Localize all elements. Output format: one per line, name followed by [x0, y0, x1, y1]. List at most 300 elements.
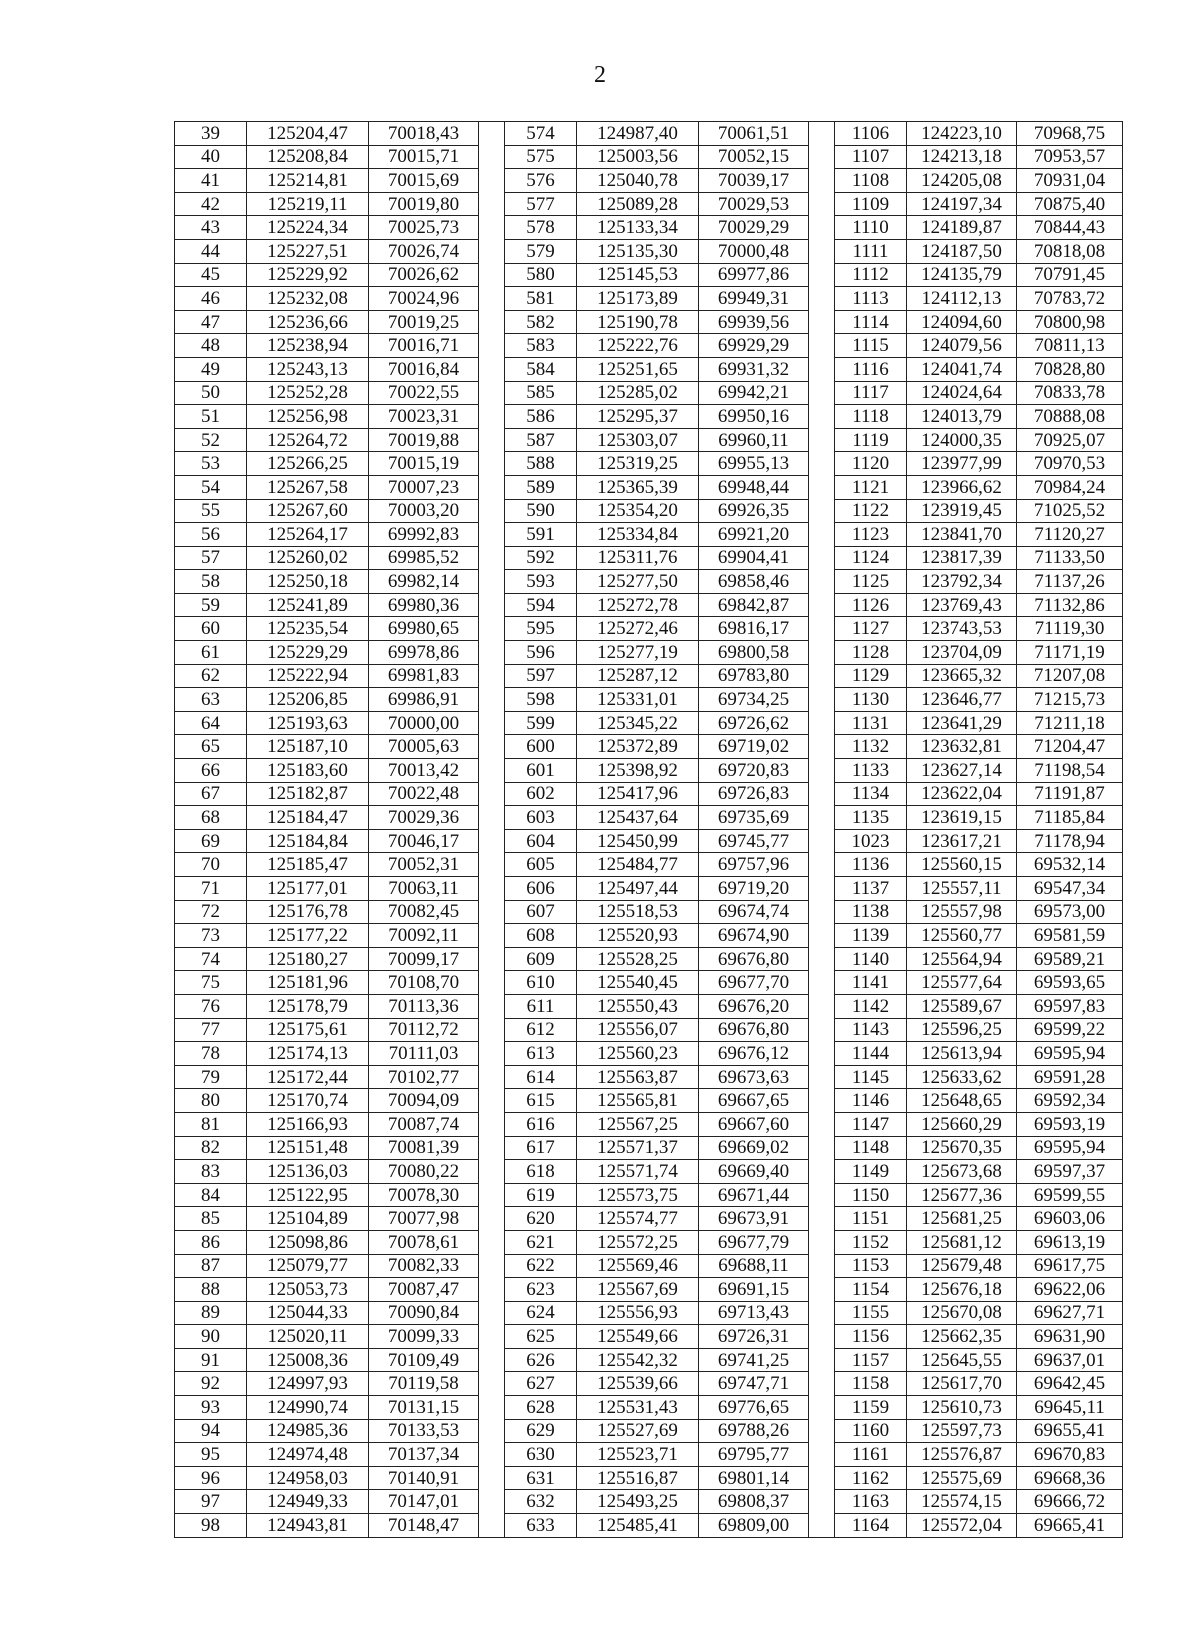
table-row: [175, 1466, 1123, 1490]
column-separator: [809, 688, 835, 712]
y-coordinate-cell: 69691,15: [699, 1278, 809, 1302]
column-separator: [809, 1254, 835, 1278]
y-coordinate-cell: 70052,31: [369, 853, 479, 877]
column-separator: [479, 617, 505, 641]
column-separator: [479, 357, 505, 381]
x-coordinate-cell: 125184,47: [247, 806, 369, 830]
point-number-cell: 57: [175, 546, 247, 570]
y-coordinate-cell: 70875,40: [1017, 192, 1123, 216]
x-coordinate-cell: 125260,02: [247, 546, 369, 570]
column-separator: [479, 239, 505, 263]
x-coordinate-cell: 125633,62: [907, 1065, 1017, 1089]
column-separator: [809, 735, 835, 759]
y-coordinate-cell: 69597,37: [1017, 1160, 1123, 1184]
point-number-cell: 65: [175, 735, 247, 759]
x-coordinate-cell: 125520,93: [577, 924, 699, 948]
column-separator: [479, 641, 505, 665]
point-number-cell: 583: [505, 334, 577, 358]
y-coordinate-cell: 70082,33: [369, 1254, 479, 1278]
point-number-cell: 578: [505, 216, 577, 240]
y-coordinate-cell: 71191,87: [1017, 782, 1123, 806]
point-number-cell: 590: [505, 499, 577, 523]
point-number-cell: 1115: [835, 334, 907, 358]
y-coordinate-cell: 71215,73: [1017, 688, 1123, 712]
point-number-cell: 51: [175, 405, 247, 429]
y-coordinate-cell: 69776,65: [699, 1396, 809, 1420]
x-coordinate-cell: 125560,23: [577, 1042, 699, 1066]
point-number-cell: 56: [175, 523, 247, 547]
y-coordinate-cell: 70015,19: [369, 452, 479, 476]
x-coordinate-cell: 125222,76: [577, 334, 699, 358]
y-coordinate-cell: 71207,08: [1017, 664, 1123, 688]
x-coordinate-cell: 125183,60: [247, 759, 369, 783]
x-coordinate-cell: 125089,28: [577, 192, 699, 216]
point-number-cell: 92: [175, 1372, 247, 1396]
y-coordinate-cell: 69948,44: [699, 475, 809, 499]
y-coordinate-cell: 69747,71: [699, 1372, 809, 1396]
point-number-cell: 1111: [835, 239, 907, 263]
x-coordinate-cell: 125272,78: [577, 593, 699, 617]
y-coordinate-cell: 71133,50: [1017, 546, 1123, 570]
point-number-cell: 58: [175, 570, 247, 594]
column-separator: [479, 900, 505, 924]
point-number-cell: 594: [505, 593, 577, 617]
y-coordinate-cell: 70039,17: [699, 169, 809, 193]
x-coordinate-cell: 125267,58: [247, 475, 369, 499]
column-separator: [479, 1136, 505, 1160]
column-separator: [479, 1372, 505, 1396]
point-number-cell: 72: [175, 900, 247, 924]
x-coordinate-cell: 125617,70: [907, 1372, 1017, 1396]
y-coordinate-cell: 69726,83: [699, 782, 809, 806]
x-coordinate-cell: 125531,43: [577, 1396, 699, 1420]
y-coordinate-cell: 70061,51: [699, 122, 809, 146]
point-number-cell: 574: [505, 122, 577, 146]
x-coordinate-cell: 125596,25: [907, 1018, 1017, 1042]
column-separator: [809, 1042, 835, 1066]
y-coordinate-cell: 70094,09: [369, 1089, 479, 1113]
x-coordinate-cell: 124000,35: [907, 428, 1017, 452]
x-coordinate-cell: 125277,19: [577, 641, 699, 665]
column-separator: [479, 759, 505, 783]
y-coordinate-cell: 69645,11: [1017, 1396, 1123, 1420]
y-coordinate-cell: 70082,45: [369, 900, 479, 924]
column-separator: [479, 1160, 505, 1184]
point-number-cell: 1160: [835, 1419, 907, 1443]
point-number-cell: 75: [175, 971, 247, 995]
y-coordinate-cell: 69597,83: [1017, 994, 1123, 1018]
point-number-cell: 90: [175, 1325, 247, 1349]
y-coordinate-cell: 70099,17: [369, 947, 479, 971]
table-row: [175, 1278, 1123, 1302]
y-coordinate-cell: 69688,11: [699, 1254, 809, 1278]
column-separator: [809, 145, 835, 169]
column-separator: [479, 1443, 505, 1467]
x-coordinate-cell: 125597,73: [907, 1419, 1017, 1443]
y-coordinate-cell: 69726,31: [699, 1325, 809, 1349]
point-number-cell: 53: [175, 452, 247, 476]
point-number-cell: 80: [175, 1089, 247, 1113]
x-coordinate-cell: 125485,41: [577, 1514, 699, 1538]
point-number-cell: 76: [175, 994, 247, 1018]
x-coordinate-cell: 125417,96: [577, 782, 699, 806]
x-coordinate-cell: 124112,13: [907, 287, 1017, 311]
y-coordinate-cell: 69591,28: [1017, 1065, 1123, 1089]
table-row: [175, 853, 1123, 877]
point-number-cell: 43: [175, 216, 247, 240]
table-row: [175, 523, 1123, 547]
point-number-cell: 604: [505, 829, 577, 853]
column-separator: [809, 1183, 835, 1207]
column-separator: [479, 1396, 505, 1420]
column-separator: [479, 122, 505, 146]
point-number-cell: 91: [175, 1348, 247, 1372]
y-coordinate-cell: 70018,43: [369, 122, 479, 146]
y-coordinate-cell: 69720,83: [699, 759, 809, 783]
y-coordinate-cell: 69904,41: [699, 546, 809, 570]
column-separator: [479, 1466, 505, 1490]
column-separator: [809, 829, 835, 853]
y-coordinate-cell: 69547,34: [1017, 877, 1123, 901]
x-coordinate-cell: 125190,78: [577, 310, 699, 334]
point-number-cell: 74: [175, 947, 247, 971]
point-number-cell: 1131: [835, 711, 907, 735]
point-number-cell: 70: [175, 853, 247, 877]
point-number-cell: 1127: [835, 617, 907, 641]
point-number-cell: 616: [505, 1112, 577, 1136]
y-coordinate-cell: 70019,80: [369, 192, 479, 216]
x-coordinate-cell: 125676,18: [907, 1278, 1017, 1302]
x-coordinate-cell: 125003,56: [577, 145, 699, 169]
column-separator: [479, 1419, 505, 1443]
point-number-cell: 1109: [835, 192, 907, 216]
x-coordinate-cell: 125565,81: [577, 1089, 699, 1113]
column-separator: [809, 263, 835, 287]
x-coordinate-cell: 123841,70: [907, 523, 1017, 547]
column-separator: [479, 287, 505, 311]
table-row: [175, 428, 1123, 452]
table-row: [175, 122, 1123, 146]
point-number-cell: 95: [175, 1443, 247, 1467]
table-row: [175, 1136, 1123, 1160]
point-number-cell: 1116: [835, 357, 907, 381]
y-coordinate-cell: 69955,13: [699, 452, 809, 476]
x-coordinate-cell: 125572,04: [907, 1514, 1017, 1538]
x-coordinate-cell: 125177,22: [247, 924, 369, 948]
point-number-cell: 89: [175, 1301, 247, 1325]
x-coordinate-cell: 123769,43: [907, 593, 1017, 617]
table-row: [175, 1254, 1123, 1278]
y-coordinate-cell: 70113,36: [369, 994, 479, 1018]
column-separator: [479, 688, 505, 712]
y-coordinate-cell: 69986,91: [369, 688, 479, 712]
point-number-cell: 1134: [835, 782, 907, 806]
y-coordinate-cell: 69734,25: [699, 688, 809, 712]
y-coordinate-cell: 70019,88: [369, 428, 479, 452]
x-coordinate-cell: 123704,09: [907, 641, 1017, 665]
y-coordinate-cell: 70131,15: [369, 1396, 479, 1420]
y-coordinate-cell: 70108,70: [369, 971, 479, 995]
point-number-cell: 609: [505, 947, 577, 971]
point-number-cell: 73: [175, 924, 247, 948]
x-coordinate-cell: 125372,89: [577, 735, 699, 759]
point-number-cell: 1124: [835, 546, 907, 570]
x-coordinate-cell: 125214,81: [247, 169, 369, 193]
x-coordinate-cell: 125573,75: [577, 1183, 699, 1207]
table-row: [175, 405, 1123, 429]
point-number-cell: 628: [505, 1396, 577, 1420]
table-row: [175, 357, 1123, 381]
y-coordinate-cell: 69921,20: [699, 523, 809, 547]
column-separator: [479, 877, 505, 901]
y-coordinate-cell: 70026,62: [369, 263, 479, 287]
y-coordinate-cell: 69939,56: [699, 310, 809, 334]
x-coordinate-cell: 123646,77: [907, 688, 1017, 712]
x-coordinate-cell: 125177,01: [247, 877, 369, 901]
point-number-cell: 581: [505, 287, 577, 311]
column-separator: [479, 1042, 505, 1066]
table-row: [175, 169, 1123, 193]
x-coordinate-cell: 125560,77: [907, 924, 1017, 948]
point-number-cell: 593: [505, 570, 577, 594]
y-coordinate-cell: 71120,27: [1017, 523, 1123, 547]
x-coordinate-cell: 123792,34: [907, 570, 1017, 594]
y-coordinate-cell: 69960,11: [699, 428, 809, 452]
column-separator: [479, 1230, 505, 1254]
y-coordinate-cell: 70022,55: [369, 381, 479, 405]
x-coordinate-cell: 125267,60: [247, 499, 369, 523]
x-coordinate-cell: 125365,39: [577, 475, 699, 499]
y-coordinate-cell: 71132,86: [1017, 593, 1123, 617]
column-separator: [809, 428, 835, 452]
column-separator: [809, 1018, 835, 1042]
column-separator: [809, 947, 835, 971]
y-coordinate-cell: 70783,72: [1017, 287, 1123, 311]
y-coordinate-cell: 69713,43: [699, 1301, 809, 1325]
y-coordinate-cell: 71178,94: [1017, 829, 1123, 853]
point-number-cell: 620: [505, 1207, 577, 1231]
column-separator: [809, 1325, 835, 1349]
x-coordinate-cell: 125219,11: [247, 192, 369, 216]
table-row: [175, 1396, 1123, 1420]
x-coordinate-cell: 125569,46: [577, 1254, 699, 1278]
point-number-cell: 1140: [835, 947, 907, 971]
point-number-cell: 605: [505, 853, 577, 877]
x-coordinate-cell: 125133,34: [577, 216, 699, 240]
y-coordinate-cell: 70111,03: [369, 1042, 479, 1066]
table-row: [175, 263, 1123, 287]
page-number: 2: [594, 62, 606, 88]
point-number-cell: 71: [175, 877, 247, 901]
point-number-cell: 1148: [835, 1136, 907, 1160]
y-coordinate-cell: 70828,80: [1017, 357, 1123, 381]
y-coordinate-cell: 70081,39: [369, 1136, 479, 1160]
table-row: [175, 1419, 1123, 1443]
y-coordinate-cell: 69627,71: [1017, 1301, 1123, 1325]
point-number-cell: 1147: [835, 1112, 907, 1136]
x-coordinate-cell: 125232,08: [247, 287, 369, 311]
y-coordinate-cell: 70931,04: [1017, 169, 1123, 193]
point-number-cell: 585: [505, 381, 577, 405]
column-separator: [809, 1466, 835, 1490]
table-row: [175, 994, 1123, 1018]
y-coordinate-cell: 71025,52: [1017, 499, 1123, 523]
point-number-cell: 1138: [835, 900, 907, 924]
column-separator: [479, 452, 505, 476]
y-coordinate-cell: 70968,75: [1017, 122, 1123, 146]
y-coordinate-cell: 69599,22: [1017, 1018, 1123, 1042]
y-coordinate-cell: 69637,01: [1017, 1348, 1123, 1372]
point-number-cell: 1123: [835, 523, 907, 547]
point-number-cell: 1141: [835, 971, 907, 995]
x-coordinate-cell: 125557,98: [907, 900, 1017, 924]
x-coordinate-cell: 125287,12: [577, 664, 699, 688]
y-coordinate-cell: 70000,00: [369, 711, 479, 735]
table-row: [175, 1160, 1123, 1184]
table-row: [175, 971, 1123, 995]
table-row: [175, 1348, 1123, 1372]
column-separator: [809, 287, 835, 311]
x-coordinate-cell: 124997,93: [247, 1372, 369, 1396]
y-coordinate-cell: 69666,72: [1017, 1490, 1123, 1514]
table-body: [175, 122, 1123, 1538]
table-row: [175, 593, 1123, 617]
column-separator: [479, 1065, 505, 1089]
x-coordinate-cell: 125574,15: [907, 1490, 1017, 1514]
point-number-cell: 88: [175, 1278, 247, 1302]
y-coordinate-cell: 70005,63: [369, 735, 479, 759]
point-number-cell: 1129: [835, 664, 907, 688]
point-number-cell: 615: [505, 1089, 577, 1113]
table-row: [175, 947, 1123, 971]
point-number-cell: 97: [175, 1490, 247, 1514]
column-separator: [479, 1254, 505, 1278]
point-number-cell: 601: [505, 759, 577, 783]
table-row: [175, 1042, 1123, 1066]
x-coordinate-cell: 125136,03: [247, 1160, 369, 1184]
x-coordinate-cell: 124958,03: [247, 1466, 369, 1490]
column-separator: [479, 1325, 505, 1349]
column-separator: [809, 1230, 835, 1254]
point-number-cell: 96: [175, 1466, 247, 1490]
x-coordinate-cell: 125660,29: [907, 1112, 1017, 1136]
point-number-cell: 1142: [835, 994, 907, 1018]
column-separator: [479, 169, 505, 193]
point-number-cell: 87: [175, 1254, 247, 1278]
y-coordinate-cell: 69674,74: [699, 900, 809, 924]
x-coordinate-cell: 123622,04: [907, 782, 1017, 806]
point-number-cell: 45: [175, 263, 247, 287]
x-coordinate-cell: 125151,48: [247, 1136, 369, 1160]
point-number-cell: 603: [505, 806, 577, 830]
x-coordinate-cell: 125450,99: [577, 829, 699, 853]
table-row: [175, 287, 1123, 311]
x-coordinate-cell: 125539,66: [577, 1372, 699, 1396]
x-coordinate-cell: 125493,25: [577, 1490, 699, 1514]
x-coordinate-cell: 125204,47: [247, 122, 369, 146]
x-coordinate-cell: 124079,56: [907, 334, 1017, 358]
x-coordinate-cell: 125677,36: [907, 1183, 1017, 1207]
column-separator: [809, 971, 835, 995]
table-row: [175, 1089, 1123, 1113]
table-row: [175, 688, 1123, 712]
point-number-cell: 1121: [835, 475, 907, 499]
table-row: [175, 1230, 1123, 1254]
x-coordinate-cell: 125334,84: [577, 523, 699, 547]
x-coordinate-cell: 125272,46: [577, 617, 699, 641]
x-coordinate-cell: 125182,87: [247, 782, 369, 806]
y-coordinate-cell: 70078,61: [369, 1230, 479, 1254]
y-coordinate-cell: 70133,53: [369, 1419, 479, 1443]
column-separator: [809, 1348, 835, 1372]
x-coordinate-cell: 125679,48: [907, 1254, 1017, 1278]
column-separator: [479, 1348, 505, 1372]
point-number-cell: 48: [175, 334, 247, 358]
x-coordinate-cell: 125236,66: [247, 310, 369, 334]
point-number-cell: 619: [505, 1183, 577, 1207]
y-coordinate-cell: 69800,58: [699, 641, 809, 665]
y-coordinate-cell: 69669,02: [699, 1136, 809, 1160]
y-coordinate-cell: 69735,69: [699, 806, 809, 830]
y-coordinate-cell: 69949,31: [699, 287, 809, 311]
y-coordinate-cell: 70080,22: [369, 1160, 479, 1184]
column-separator: [479, 971, 505, 995]
column-separator: [809, 570, 835, 594]
x-coordinate-cell: 125613,94: [907, 1042, 1017, 1066]
point-number-cell: 62: [175, 664, 247, 688]
column-separator: [809, 499, 835, 523]
point-number-cell: 1144: [835, 1042, 907, 1066]
x-coordinate-cell: 125175,61: [247, 1018, 369, 1042]
y-coordinate-cell: 70029,36: [369, 806, 479, 830]
x-coordinate-cell: 125311,76: [577, 546, 699, 570]
x-coordinate-cell: 125206,85: [247, 688, 369, 712]
x-coordinate-cell: 124213,18: [907, 145, 1017, 169]
point-number-cell: 1163: [835, 1490, 907, 1514]
point-number-cell: 55: [175, 499, 247, 523]
x-coordinate-cell: 125250,18: [247, 570, 369, 594]
x-coordinate-cell: 125285,02: [577, 381, 699, 405]
point-number-cell: 44: [175, 239, 247, 263]
x-coordinate-cell: 125563,87: [577, 1065, 699, 1089]
x-coordinate-cell: 125227,51: [247, 239, 369, 263]
y-coordinate-cell: 69719,20: [699, 877, 809, 901]
x-coordinate-cell: 125571,37: [577, 1136, 699, 1160]
x-coordinate-cell: 125172,44: [247, 1065, 369, 1089]
table-row: [175, 145, 1123, 169]
point-number-cell: 78: [175, 1042, 247, 1066]
point-number-cell: 614: [505, 1065, 577, 1089]
x-coordinate-cell: 123665,32: [907, 664, 1017, 688]
point-number-cell: 1146: [835, 1089, 907, 1113]
y-coordinate-cell: 70140,91: [369, 1466, 479, 1490]
y-coordinate-cell: 69992,83: [369, 523, 479, 547]
y-coordinate-cell: 70147,01: [369, 1490, 479, 1514]
point-number-cell: 608: [505, 924, 577, 948]
column-separator: [809, 381, 835, 405]
x-coordinate-cell: 123817,39: [907, 546, 1017, 570]
point-number-cell: 64: [175, 711, 247, 735]
x-coordinate-cell: 125670,08: [907, 1301, 1017, 1325]
x-coordinate-cell: 125549,66: [577, 1325, 699, 1349]
y-coordinate-cell: 69677,79: [699, 1230, 809, 1254]
x-coordinate-cell: 125193,63: [247, 711, 369, 735]
point-number-cell: 618: [505, 1160, 577, 1184]
y-coordinate-cell: 69532,14: [1017, 853, 1123, 877]
table-row: [175, 806, 1123, 830]
column-separator: [809, 994, 835, 1018]
y-coordinate-cell: 69573,00: [1017, 900, 1123, 924]
